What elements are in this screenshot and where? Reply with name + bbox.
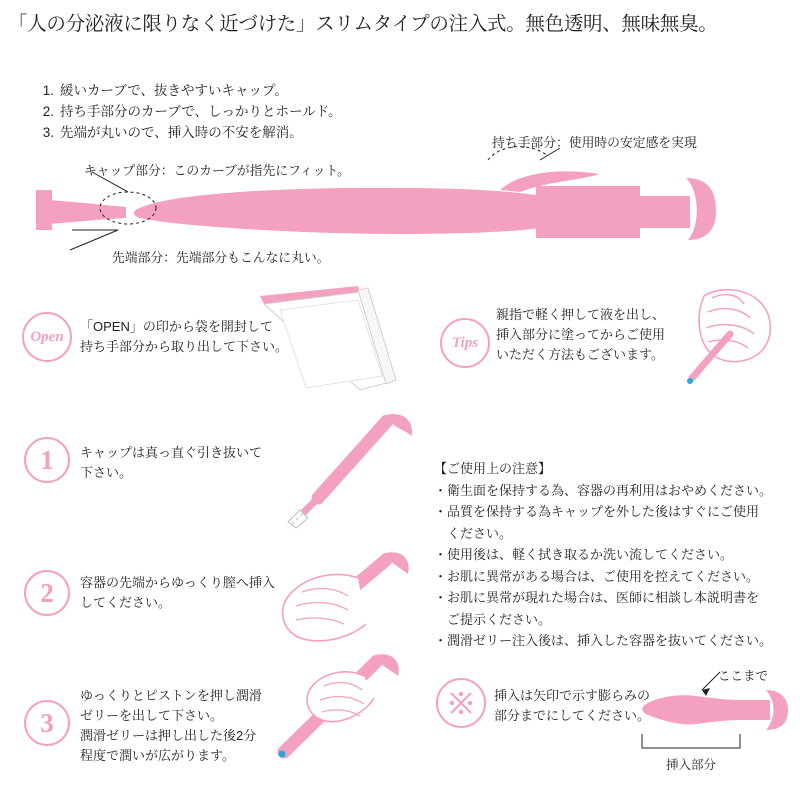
- step-tips-line-2: 挿入部分に塗ってからご使用: [496, 327, 666, 342]
- page-title: 「人の分泌液に限りなく近づけた」スリムタイプの注入式。無色透明、無味無臭。: [8, 13, 718, 35]
- list-item-number: 3.: [42, 125, 54, 140]
- syringe-bulge: [642, 695, 740, 724]
- step-2-line-1: 容器の先端からゆっくり膣へ挿入: [80, 575, 275, 590]
- list-item-number: 2.: [42, 104, 54, 119]
- step-tips-line-3: いただく方法もございます。: [496, 347, 664, 362]
- step-tips-text: [496, 305, 665, 365]
- package-illustration: [240, 278, 420, 398]
- syringe-midsection: [536, 186, 640, 238]
- syringe-handle-flange: [686, 178, 716, 240]
- gel-drop-icon: [687, 378, 693, 384]
- badge-step-1: 1: [24, 437, 70, 483]
- step-3-line-3: 潤滑ゼリーは押し出した後2分: [80, 728, 257, 743]
- step-tips-line-1: 親指で軽く押して液を出し、: [496, 307, 666, 322]
- syringe-barrel: [134, 188, 540, 234]
- cap-endpiece: [36, 190, 52, 230]
- label-tip-part: 先端部分：先端部分もこんなに丸い。: [112, 250, 330, 265]
- notice-item: ・使用後は、軽く拭き取るか洗い流してください。: [434, 547, 734, 562]
- label-insert-part: 挿入部分: [666, 758, 717, 772]
- notice-item: ・お肌に異常がある場合は、ご使用を控えてください。: [434, 568, 760, 584]
- badge-step-3: 3: [24, 700, 70, 746]
- list-item: [32, 80, 341, 101]
- tip-leader-line: [70, 230, 118, 250]
- step-2-illustration: [262, 548, 442, 658]
- badge-step-2: 2: [24, 570, 70, 616]
- step-3-illustration: [252, 648, 432, 788]
- notice-item-cont: ご提示ください。: [434, 611, 552, 627]
- caution-dots-icon: [446, 688, 476, 718]
- cap-illustration: [36, 190, 126, 230]
- step-3-line-1: ゆっくりとピストンを押し潤滑: [80, 688, 262, 703]
- badge-caution-dots: [436, 678, 486, 728]
- step-caution-text: [494, 686, 650, 726]
- step-1-line-2: 下さい。: [80, 465, 133, 480]
- list-item-label: 先端が丸いので、挿入時の不安を解消。: [60, 125, 303, 140]
- syringe-illustration: [134, 171, 716, 240]
- step-1-illustration: [282, 410, 442, 530]
- notice-item: ・お肌に異常が現れた場合は、医師に相談し本説明書を: [434, 590, 760, 605]
- step-caution-line-1: 挿入は矢印で示す膨らみの: [494, 688, 651, 703]
- badge-tips: Tips: [440, 318, 490, 368]
- label-handle-part: 持ち手部分：使用時の安定感を実現: [492, 135, 697, 150]
- step-3-line-2: ゼリーを出して下さい。: [80, 708, 224, 723]
- step-open-line-1: 「OPEN」の印から袋を開封して: [80, 319, 273, 334]
- step-2-line-2: してください。: [80, 595, 172, 610]
- notice-title: 【ご使用上の注意】: [434, 461, 552, 476]
- notice-item-cont: ください。: [434, 525, 513, 541]
- list-item-label: 持ち手部分のカーブで、しっかりとホールド。: [60, 104, 342, 119]
- cap-tip: [94, 204, 126, 220]
- step-open-line-2: 持ち手部分から取り出して下さい。: [80, 339, 289, 354]
- notice-panel: [434, 458, 784, 652]
- list-item-number: 1.: [42, 83, 54, 98]
- step-3-text: [80, 686, 262, 766]
- step-3-line-4: 程度で潤いが広がります。: [80, 748, 235, 763]
- list-item: [32, 101, 341, 122]
- cap-body: [50, 200, 96, 224]
- badge-open: Open: [22, 312, 72, 362]
- hand-outline-2: [283, 574, 366, 640]
- syringe-shaft-right: [736, 700, 770, 720]
- label-cap-part: キャップ部分：このカーブが指先にフィット。: [84, 163, 350, 178]
- label-here-limit: ここまで: [718, 669, 769, 683]
- step-1-text: [80, 443, 262, 483]
- plunger-rod: [638, 196, 690, 228]
- hand-illustration-tips: [668, 282, 798, 392]
- step-1-line-1: キャップは真っ直ぐ引き抜いて: [80, 445, 263, 460]
- insert-part-bracket: [642, 734, 740, 748]
- gel-drop-icon-3: [279, 751, 286, 758]
- notice-item: ・潤滑ゼリー注入後は、挿入した容器を抜いてください。: [434, 633, 773, 648]
- notice-item: ・衛生面を保持する為、容器の再利用はおやめください。: [434, 482, 773, 498]
- syringe-body-small: [318, 422, 386, 498]
- step-caution-line-2: 部分までにしてください。: [494, 708, 651, 723]
- step-2-text: [80, 573, 275, 613]
- list-item-label: 緩いカーブで、抜きやすいキャップ。: [60, 83, 288, 98]
- notice-item: ・品質を保持する為キャップを外した後はすぐにご使用: [434, 504, 760, 519]
